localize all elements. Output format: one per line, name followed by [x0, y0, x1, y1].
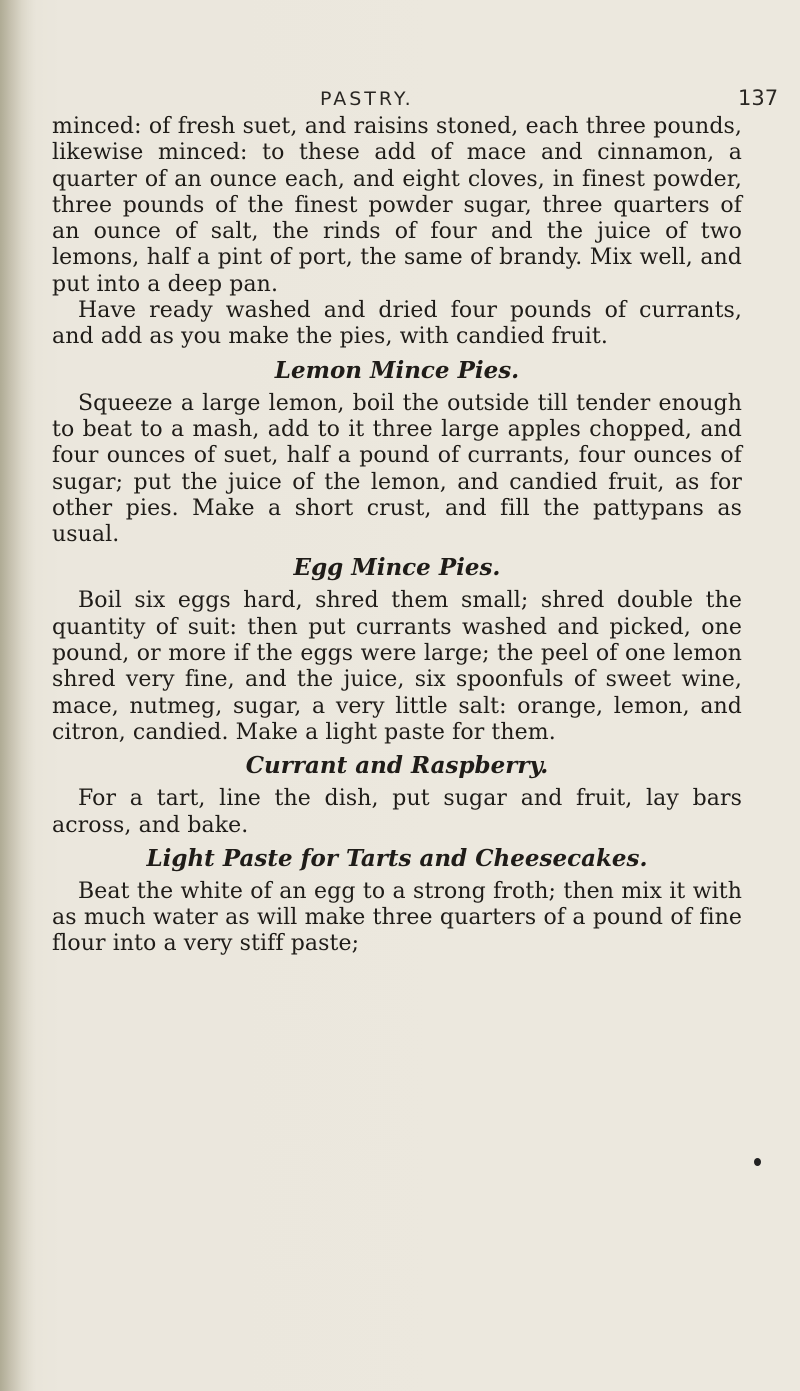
- heading-currant-raspberry: Currant and Raspberry.: [245, 752, 549, 780]
- paragraph-currant-raspberry: For a tart, line the dish, put sugar and fruit, lay bars across, and bake.: [52, 786, 742, 838]
- paragraph-lemon-mince-pies: Squeeze a large lemon, boil the outside till tender enough to beat to a mash, add to it three large apples chopped, and four ounces of suet, half a pound of currants, four ounces of sugar; put the juice of the lemon, and candied fruit, as for other pies. Make a short crust, and fill the pattypans as usual.: [52, 390, 742, 548]
- page-spine-shadow: [0, 0, 36, 1391]
- heading-lemon-mince-pies: Lemon Mince Pies.: [274, 356, 520, 384]
- running-head: PASTRY.: [320, 88, 414, 110]
- page-number: 137: [738, 86, 779, 110]
- page-text: [52, 114, 742, 958]
- heading-light-paste: Light Paste for Tarts and Cheesecakes.: [146, 844, 648, 872]
- paragraph-egg-mince-pies: Boil six eggs hard, shred them small; shred double the quantity of suit: then put currants washed and picked, one pound, or more if the eggs were large; the peel of one lemon shred very fine, and the juice, six spoonfuls of sweet wine, mace, nutmeg, sugar, a very little salt: orange, lemon, and citron, candied. Make a light paste for them.: [52, 588, 742, 745]
- ink-dot: [754, 1158, 761, 1166]
- paragraph-light-paste: Beat the white of an egg to a strong froth; then mix it with as much water as will make three quarters of a pound of fine flour into a very stiff paste;: [52, 878, 742, 957]
- paragraph-mince-continued: minced: of fresh suet, and raisins stoned, each three pounds, likewise minced: to these add of mace and cinnamon, a quarter of an ounce each, and eight cloves, in finest powder, three pounds of the finest powder sugar, three quarters of an ounce of salt, the rinds of four and the juice of two lemons, half a pint of port, the same of brandy. Mix well, and put into a deep pan.: [52, 114, 742, 297]
- paragraph-currants: Have ready washed and dried four pounds of currants, and add as you make the pies, with candied fruit.: [52, 298, 742, 350]
- heading-egg-mince-pies: Egg Mince Pies.: [293, 554, 501, 582]
